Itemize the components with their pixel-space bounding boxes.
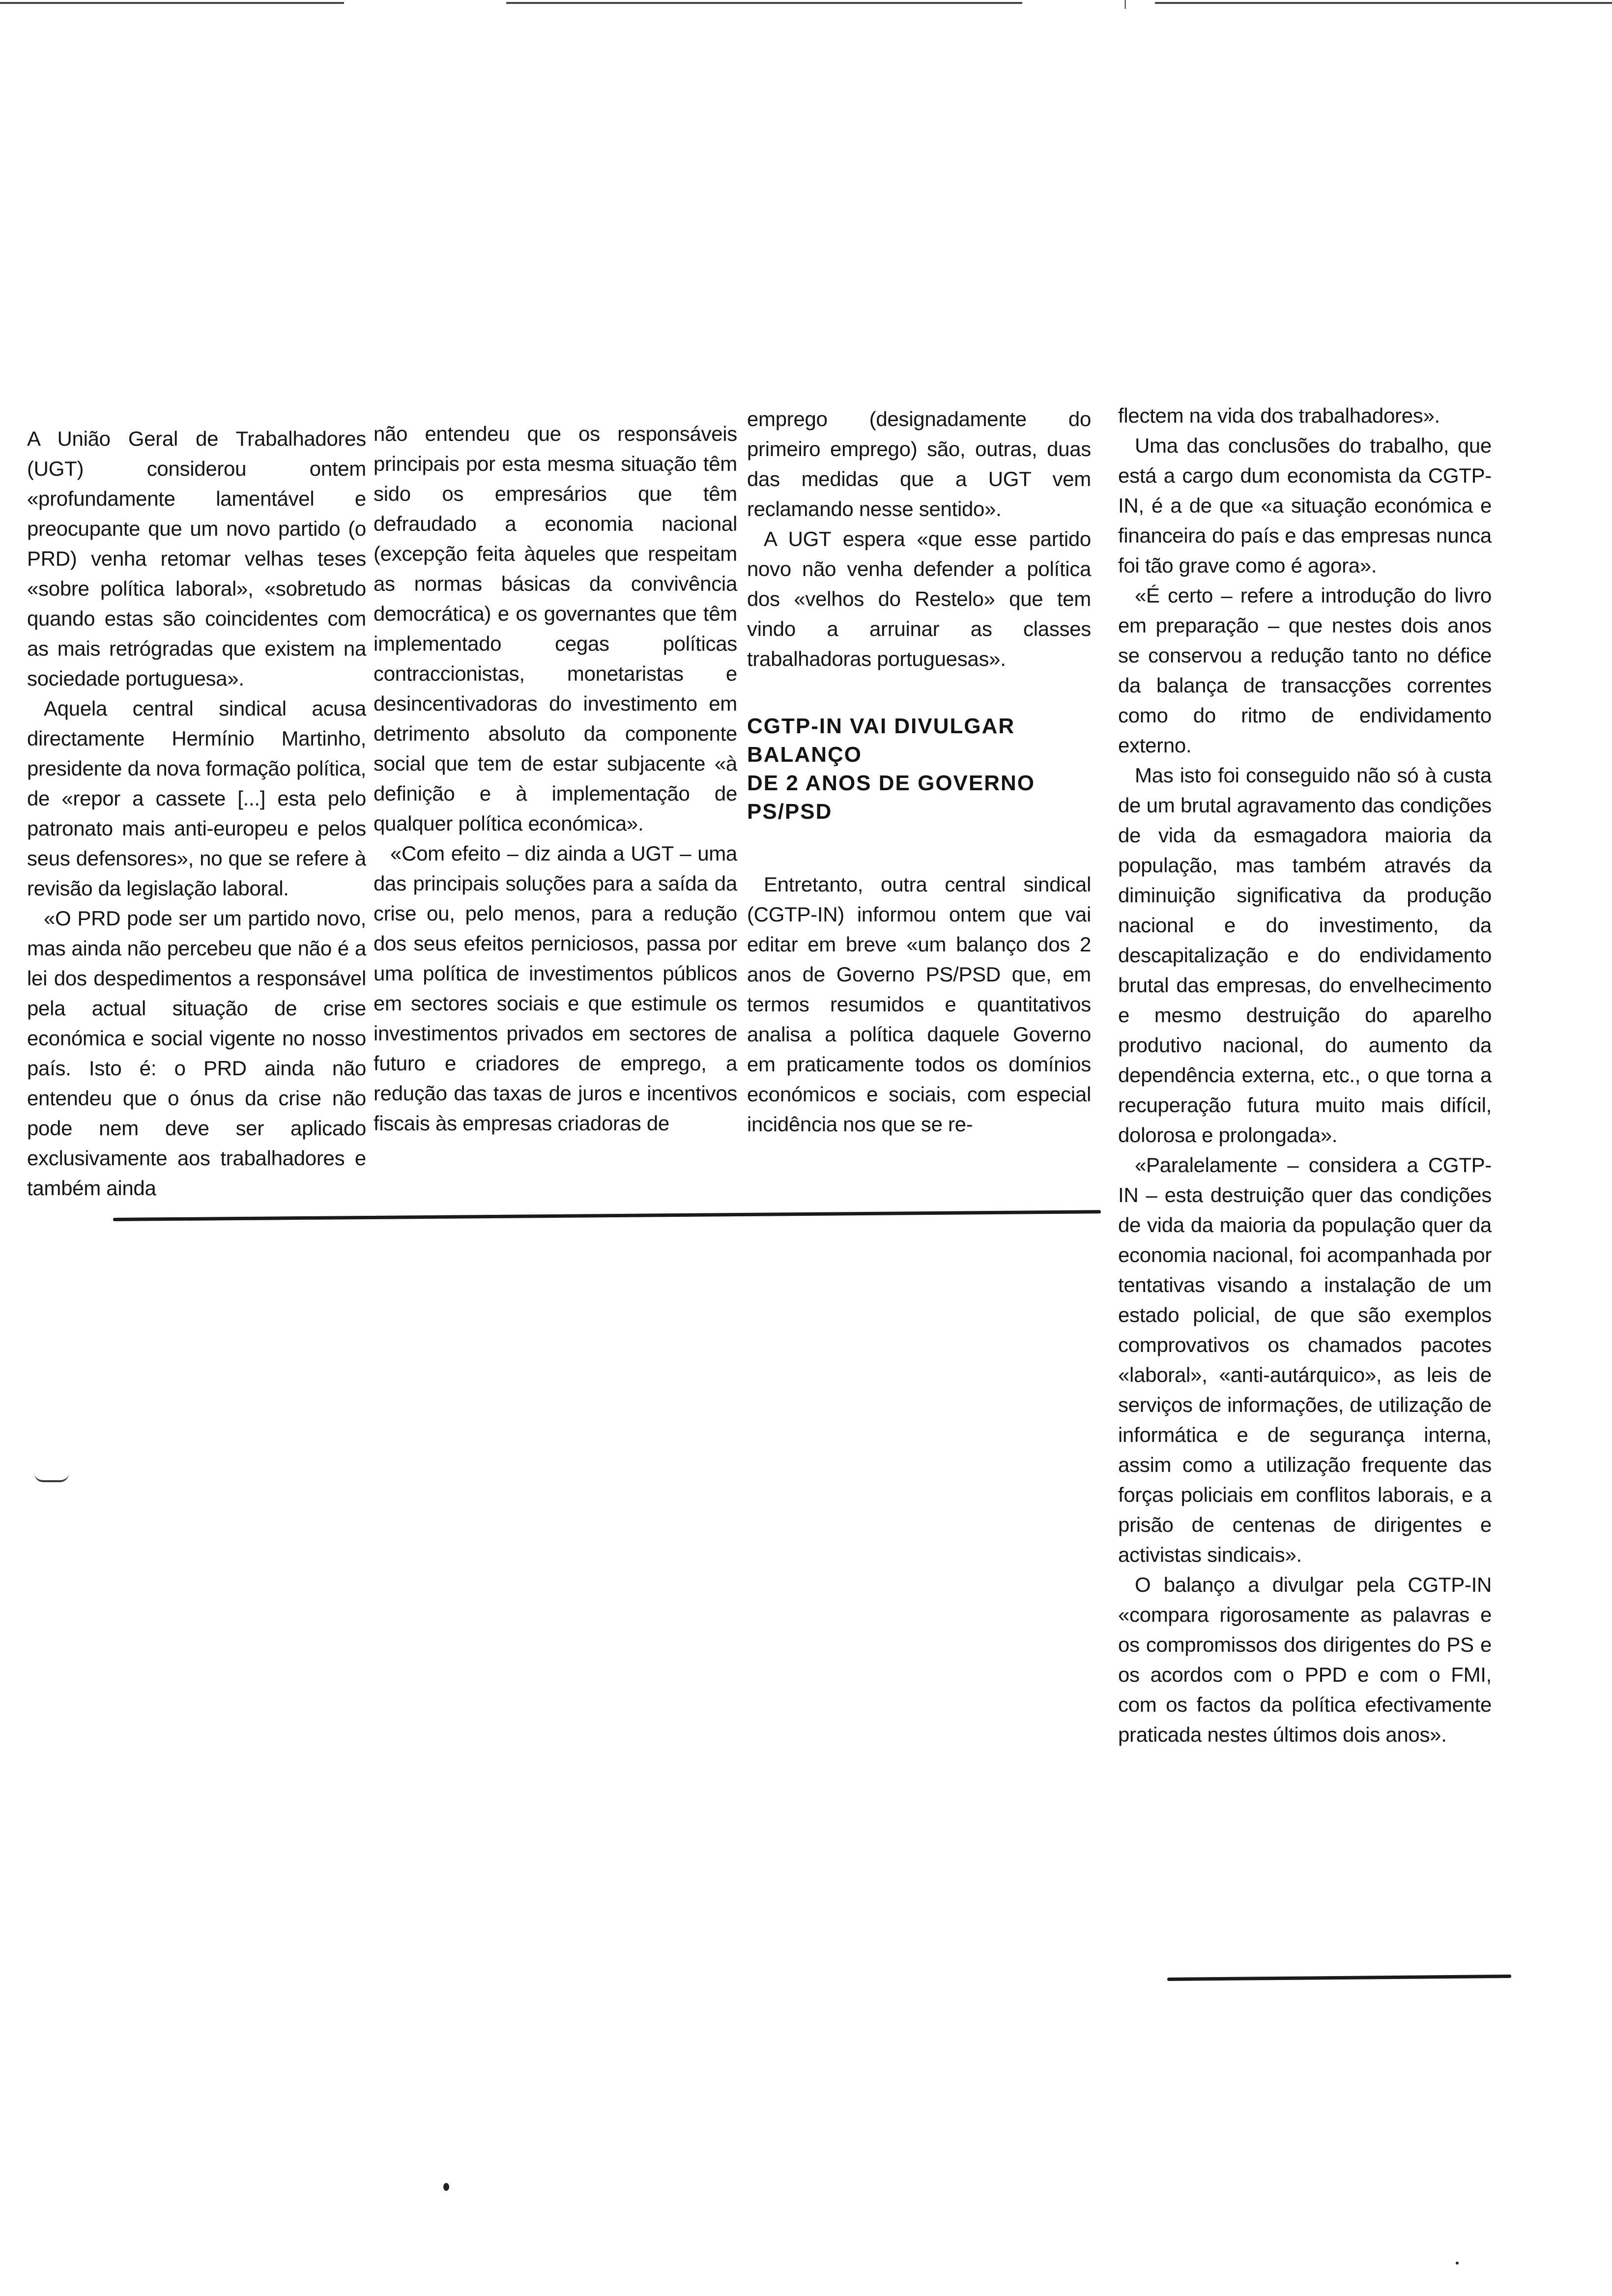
paragraph: O balanço a divulgar pela CGTP-IN «compara rigorosamente as palavras e os compromissos dos dirigentes do PS e os acordos com o PPD e com o FMI, com os factos da política efectivamente praticada nestes últimos dois anos». [1118,1573,1492,1746]
scan-top-line-mid [506,2,1022,4]
heading-line: PS/PSD [747,800,833,824]
paragraph: A UGT espera «que esse partido novo não venha defender a política dos «velhos do Restelo» que tem vindo a arruinar as classes trabalhadoras portuguesas». [747,527,1091,670]
scan-top-line-left [0,2,344,4]
scan-speck [1456,2262,1459,2265]
paragraph: Mas isto foi conseguido não só à custa de um brutal agravamento das condições de vida da esmagadora maioria da população, mas também através da diminuição significativa da produção nacional e do investimento, da descapitalização e do endividamento brutal das empresas, do envelhecimento e mesmo destruição do aparelho produtivo nacional, do aumento da dependência externa, etc., o que torna a recuperação futura muito mais difícil, dolorosa e prolongada». [1118,764,1492,1147]
scan-mark [34,1473,69,1482]
paragraph: Entretanto, outra central sindical (CGTP-IN) informou ontem que vai editar em breve «um balanço dos 2 anos de Governo PS/PSD que, em termos resumidos e quantitativos analisa a política daquele Governo em praticamente todos os domínios económicos e sociais, com especial incidência nos que se re- [747,873,1091,1136]
paragraph: Aquela central sindical acusa directamente Hermínio Martinho, presidente da nova formação política, de «repor a cassete [...] esta pelo patronato mais anti-europeu e pelos seus defensores», no que se refere à revisão da legislação laboral. [27,697,366,900]
paragraph: emprego (designadamente do primeiro emprego) são, outras, duas das medidas que a UGT vem reclamando nesse sentido». [747,407,1091,520]
heading-line: CGTP-IN VAI DIVULGAR [747,714,1015,738]
article-column-1 [27,424,366,1203]
article-column-2 [374,419,737,1138]
column-divider-rule [113,1210,1101,1221]
paragraph: «O PRD pode ser um partido novo, mas ainda não percebeu que não é a lei dos despedimentos a responsável pela actual situação de crise económica e social vigente no nosso país. Isto é: o PRD ainda não entendeu que o ónus da crise não pode nem deve ser aplicado exclusivamente aos trabalhadores e também ainda [27,907,366,1200]
scan-speck [443,2183,449,2191]
paragraph: «Com efeito – diz ainda a UGT – uma das principais soluções para a saída da crise ou, pelo menos, para a redução dos seus efeitos perniciosos, passa por uma política de investimentos públicos em sectores sociais e que estimule os investimentos privados em sectores de futuro e criadores de emprego, a redução das taxas de juros e incentivos fiscais às empresas criadoras de [374,842,737,1135]
section-heading [747,712,1091,826]
paragraph: A União Geral de Trabalhadores (UGT) considerou ontem «profundamente lamentável e preocupante que um novo partido (o PRD) venha retomar velhas teses «sobre política laboral», «sobretudo quando estas são coincidentes com as mais retrógradas que existem na sociedade portuguesa». [27,427,366,690]
heading-line: DE 2 ANOS DE GOVERNO [747,771,1036,795]
paragraph: «É certo – refere a introdução do livro em preparação – que nestes dois anos se conservou a redução tanto no défice da balança de transacções correntes como do ritmo de endividamento externo. [1118,584,1492,757]
paragraph: flectem na vida dos trabalhadores». [1118,404,1440,427]
page-marker: I [1123,0,1127,12]
scan-top-line-right [1155,2,1612,4]
article-column-3 [747,404,1091,1139]
heading-line: BALANÇO [747,743,862,767]
article-column-4 [1118,401,1492,1750]
paragraph: não entendeu que os responsáveis principais por esta mesma situação têm sido os empresários que têm defraudado a economia nacional (excepção feita àqueles que respeitam as normas básicas da convivência democrática) e os governantes que têm implementado cegas políticas contraccionistas, monetaristas e desincentivadoras do investimento em detrimento absoluto da componente social que tem de estar subjacente «à definição e à implementação de qualquer política económica». [374,422,737,835]
article-end-rule [1167,1975,1511,1981]
paragraph: «Paralelamente – considera a CGTP-IN – esta destruição quer das condições de vida da maioria da população quer da economia nacional, foi acompanhada por tentativas visando a instalação de um estado policial, de que são exemplos comprovativos os chamados pacotes «laboral», «anti-autárquico», as leis de serviços de informações, de utilização de informática e de segurança interna, assim como a utilização frequente das forças policiais em conflitos laborais, e a prisão de centenas de dirigentes e activistas sindicais». [1118,1153,1492,1566]
paragraph: Uma das conclusões do trabalho, que está a cargo dum economista da CGTP-IN, é a de que «a situação económica e financeira do país e das empresas nunca foi tão grave como é agora». [1118,434,1492,577]
